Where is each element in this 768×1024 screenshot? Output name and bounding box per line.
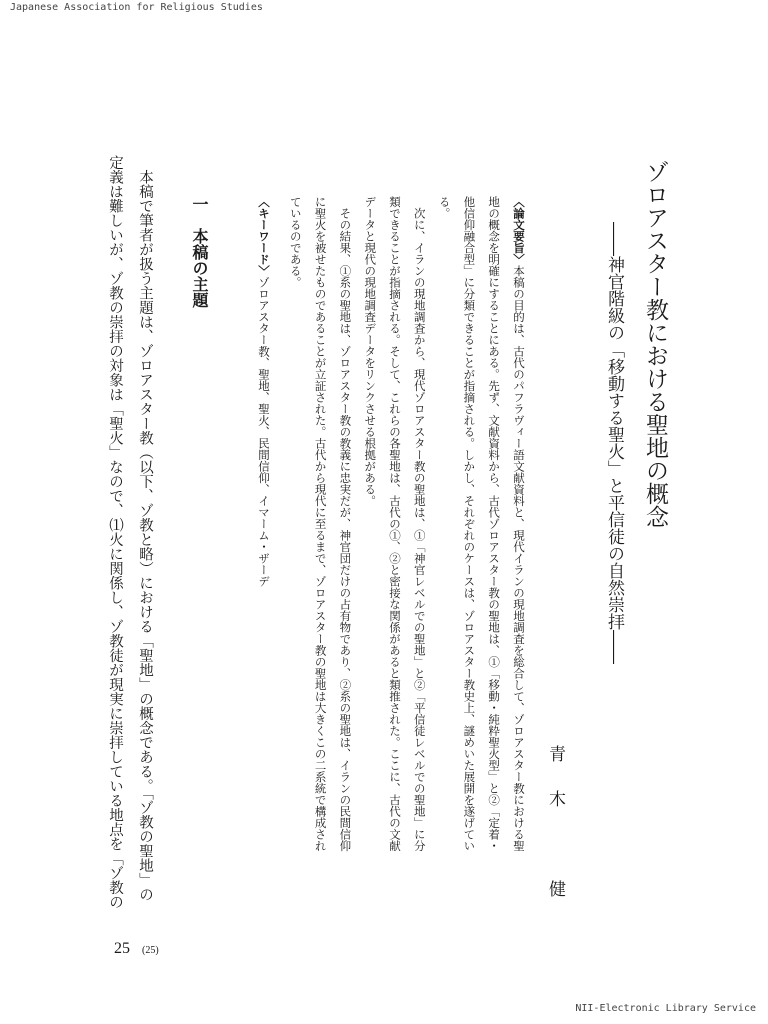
society-header: Japanese Association for Religious Studies (10, 2, 263, 13)
abstract-line: その結果、①系の聖地は、ゾロアスター教の教義に忠実だが、神官団だけの占有物であり、②系の聖地は、イランの民間信仰 (338, 196, 353, 852)
page-number (114, 940, 159, 958)
abstract-line: ているのである。 (288, 196, 303, 288)
abstract-line: 地の概念を明確にすることにある。先ず、文献資料から、古代ゾロアスター教の聖地は、①「移動・純粋聖火型」と②「定着・ (487, 196, 502, 852)
abstract-block (283, 196, 531, 936)
abstract-line: 次に、イランの現地調査から、現代ゾロアスター教の聖地は、①「神官レベルでの聖地」と②「平信徒レベルでの聖地」に分 (412, 196, 427, 852)
abstract-line: に聖火を被せたものであることが立証された。古代から現代に至るまで、ゾロアスター教の聖地は大きくこの二系統で構成され (313, 196, 328, 852)
library-footer: NII-Electronic Library Service (575, 1003, 756, 1014)
keywords-block (252, 196, 276, 936)
keywords-text: ゾロアスター教、聖地、聖火、民間信仰、イマーム・ザーデ (257, 276, 271, 587)
keywords-label: 〈キーワード〉 (257, 196, 271, 277)
page-number-value: 25 (114, 940, 130, 957)
article-title: ゾロアスター教における聖地の概念 (642, 160, 668, 528)
author-name: 青木 健 (545, 745, 565, 925)
abstract-line: 類できることが指摘される。そして、これらの各聖地は、古代の①、②と密接な関係があると類推された。ここに、古代の文献 (387, 196, 402, 852)
section-heading: 一 本稿の主題 (190, 196, 209, 308)
body-line: 定義は難しいが、ゾ教の崇拝の対象は「聖火」なので、⑴火に関係し、ゾ教徒が現実に崇拝している地点を「ゾ教の (107, 155, 123, 909)
abstract-line: データと現代の現地調査データをリンクさせる根拠がある。 (363, 196, 378, 507)
abstract-line: 〈論文要旨〉本稿の目的は、古代のパフラヴィー語文献資料と、現代イランの現地調査を総合して、ゾロアスター教における聖 (511, 196, 526, 852)
abstract-line: 他信仰融合型」に分類できることが指摘される。しかし、それぞれのケースは、ゾロアスター教史上、謎めいた展開を遂げてい (462, 196, 477, 852)
original-page-number: (25) (142, 945, 159, 956)
article-subtitle: ――神官階級の「移動する聖火」と平信徒の自然崇拝―― (604, 222, 624, 664)
body-line: 本稿で筆者が扱う主題は、ゾロアスター教（以下、ゾ教と略）における「聖地」の概念である。「ゾ教の聖地」の (137, 155, 153, 902)
abstract-line: る。 (437, 196, 452, 219)
body-text (100, 155, 160, 935)
abstract-label: 〈論文要旨〉 (511, 196, 526, 265)
